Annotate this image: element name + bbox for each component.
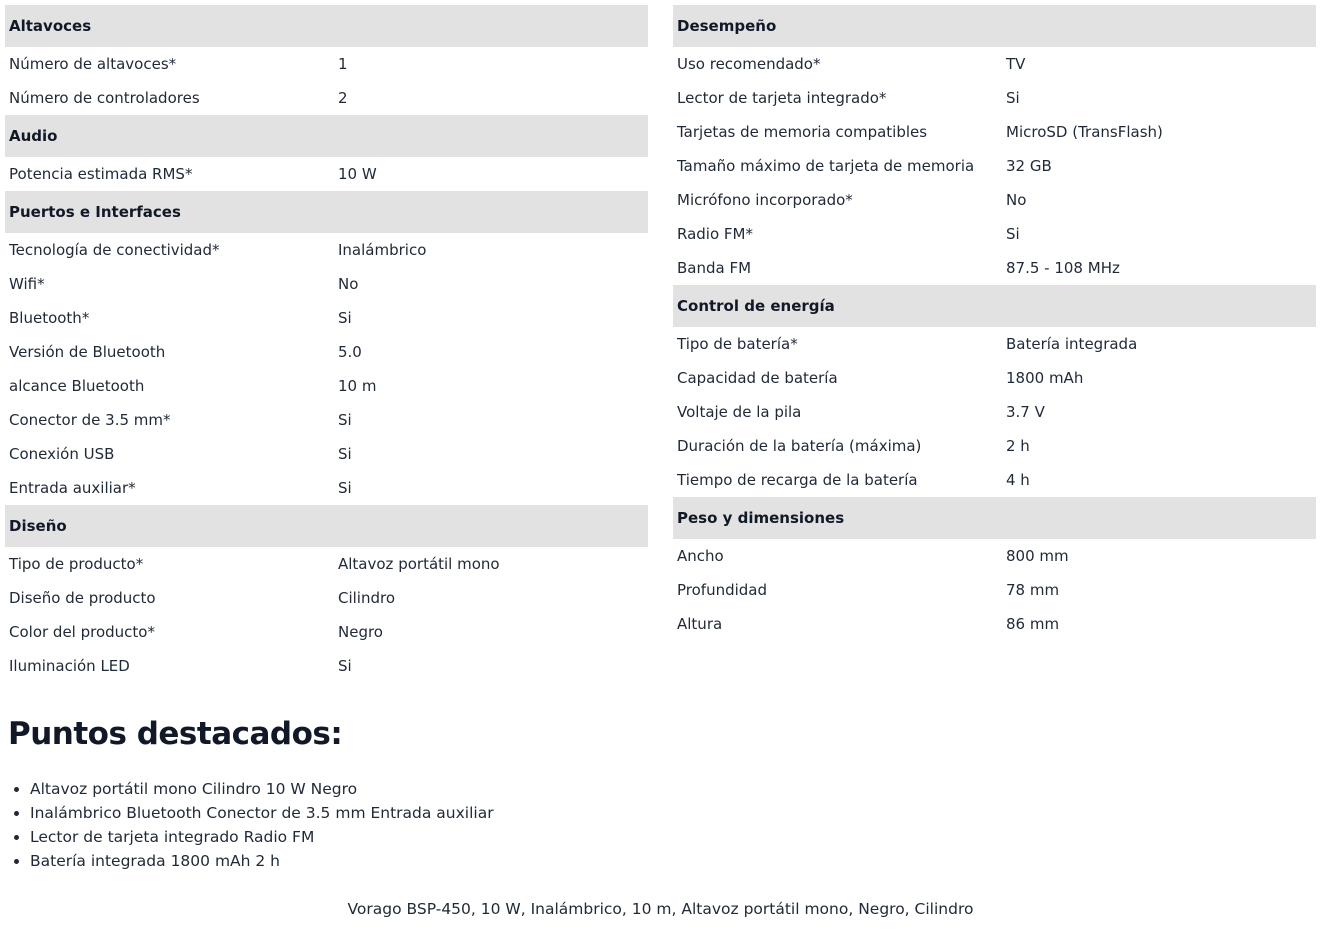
spec-value: Si bbox=[338, 411, 352, 429]
spec-label: Tiempo de recarga de la batería bbox=[677, 471, 918, 489]
spec-label: Wifi* bbox=[9, 275, 45, 293]
spec-label: Micrófono incorporado* bbox=[677, 191, 853, 209]
spec-row bbox=[5, 615, 648, 649]
spec-row bbox=[673, 115, 1316, 149]
spec-label: Iluminación LED bbox=[9, 657, 130, 675]
spec-value: MicroSD (TransFlash) bbox=[1006, 123, 1163, 141]
spec-value: 2 h bbox=[1006, 437, 1030, 455]
section-header: Audio bbox=[5, 115, 648, 157]
spec-label: Conector de 3.5 mm* bbox=[9, 411, 171, 429]
highlight-item: • Altavoz portátil mono Cilindro 10 W Negro bbox=[30, 777, 494, 801]
spec-row bbox=[673, 607, 1316, 641]
spec-value: 1800 mAh bbox=[1006, 369, 1084, 387]
spec-label: Tarjetas de memoria compatibles bbox=[677, 123, 928, 141]
spec-label: Capacidad de batería bbox=[677, 369, 838, 387]
spec-row bbox=[5, 81, 648, 115]
spec-row bbox=[5, 437, 648, 471]
spec-value: No bbox=[338, 275, 359, 293]
spec-row bbox=[673, 183, 1316, 217]
spec-value: 86 mm bbox=[1006, 615, 1060, 633]
spec-row bbox=[5, 267, 648, 301]
spec-value: Si bbox=[338, 479, 352, 497]
spec-label: Versión de Bluetooth bbox=[9, 343, 166, 361]
spec-value: 10 W bbox=[338, 165, 377, 183]
section-header: Puertos e Interfaces bbox=[5, 191, 648, 233]
spec-label: Tipo de producto* bbox=[9, 555, 144, 573]
section-header: Altavoces bbox=[5, 5, 648, 47]
spec-value: Batería integrada bbox=[1006, 335, 1138, 353]
spec-value: Si bbox=[1006, 89, 1020, 107]
spec-label: Bluetooth* bbox=[9, 309, 90, 327]
spec-row bbox=[673, 217, 1316, 251]
spec-value: 2 bbox=[338, 89, 348, 107]
spec-label: Radio FM* bbox=[677, 225, 753, 243]
spec-value: No bbox=[1006, 191, 1027, 209]
highlight-item: • Batería integrada 1800 mAh 2 h bbox=[30, 849, 494, 873]
spec-label: Potencia estimada RMS* bbox=[9, 165, 193, 183]
spec-row bbox=[5, 403, 648, 437]
spec-label: Color del producto* bbox=[9, 623, 155, 641]
spec-value: 3.7 V bbox=[1006, 403, 1045, 421]
spec-row bbox=[673, 327, 1316, 361]
spec-label: Tipo de batería* bbox=[677, 335, 798, 353]
spec-label: Banda FM bbox=[677, 259, 752, 277]
spec-table-left bbox=[5, 5, 648, 683]
spec-label: Altura bbox=[677, 615, 723, 633]
spec-value: 1 bbox=[338, 55, 348, 73]
spec-row bbox=[673, 149, 1316, 183]
spec-label: Número de controladores bbox=[9, 89, 200, 107]
spec-row bbox=[5, 335, 648, 369]
spec-row bbox=[5, 471, 648, 505]
spec-value: 32 GB bbox=[1006, 157, 1052, 175]
spec-row bbox=[5, 47, 648, 81]
spec-row bbox=[673, 47, 1316, 81]
spec-row bbox=[673, 395, 1316, 429]
spec-table-right bbox=[673, 5, 1316, 641]
spec-value: TV bbox=[1006, 55, 1026, 73]
spec-row bbox=[5, 547, 648, 581]
spec-label: Número de altavoces* bbox=[9, 55, 177, 73]
spec-label: alcance Bluetooth bbox=[9, 377, 145, 395]
spec-row bbox=[5, 233, 648, 267]
spec-row bbox=[5, 369, 648, 403]
spec-row bbox=[673, 463, 1316, 497]
spec-label: Profundidad bbox=[677, 581, 768, 599]
spec-label: Conexión USB bbox=[9, 445, 115, 463]
spec-value: Altavoz portátil mono bbox=[338, 555, 500, 573]
spec-value: 78 mm bbox=[1006, 581, 1060, 599]
spec-value: Si bbox=[1006, 225, 1020, 243]
section-header: Control de energía bbox=[673, 285, 1316, 327]
spec-value: Si bbox=[338, 657, 352, 675]
spec-value: 800 mm bbox=[1006, 547, 1069, 565]
section-header: Diseño bbox=[5, 505, 648, 547]
spec-row bbox=[5, 649, 648, 683]
spec-row bbox=[673, 251, 1316, 285]
spec-label: Entrada auxiliar* bbox=[9, 479, 136, 497]
spec-label: Lector de tarjeta integrado* bbox=[677, 89, 887, 107]
spec-value: 5.0 bbox=[338, 343, 362, 361]
spec-row bbox=[673, 573, 1316, 607]
spec-value: Si bbox=[338, 445, 352, 463]
highlights-list bbox=[8, 777, 494, 873]
spec-row bbox=[673, 429, 1316, 463]
spec-value: Inalámbrico bbox=[338, 241, 427, 259]
spec-value: 4 h bbox=[1006, 471, 1030, 489]
spec-row bbox=[5, 581, 648, 615]
spec-value: Si bbox=[338, 309, 352, 327]
spec-label: Uso recomendado* bbox=[677, 55, 821, 73]
spec-row bbox=[5, 157, 648, 191]
highlight-item: • Lector de tarjeta integrado Radio FM bbox=[30, 825, 494, 849]
spec-label: Ancho bbox=[677, 547, 724, 565]
spec-row bbox=[673, 539, 1316, 573]
section-header: Desempeño bbox=[673, 5, 1316, 47]
spec-value: 10 m bbox=[338, 377, 377, 395]
spec-row bbox=[673, 361, 1316, 395]
spec-label: Diseño de producto bbox=[9, 589, 156, 607]
spec-row bbox=[5, 301, 648, 335]
spec-label: Tecnología de conectividad* bbox=[9, 241, 220, 259]
spec-row bbox=[673, 81, 1316, 115]
spec-value: 87.5 - 108 MHz bbox=[1006, 259, 1120, 277]
highlight-item: • Inalámbrico Bluetooth Conector de 3.5 mm Entrada auxiliar bbox=[30, 801, 494, 825]
spec-value: Cilindro bbox=[338, 589, 396, 607]
spec-label: Duración de la batería (máxima) bbox=[677, 437, 922, 455]
spec-label: Voltaje de la pila bbox=[677, 403, 802, 421]
spec-value: Negro bbox=[338, 623, 383, 641]
product-description: Vorago BSP-450, 10 W, Inalámbrico, 10 m, Altavoz portátil mono, Negro, Cilindro bbox=[347, 900, 974, 918]
highlights-title: Puntos destacados: bbox=[8, 716, 343, 752]
section-header: Peso y dimensiones bbox=[673, 497, 1316, 539]
spec-label: Tamaño máximo de tarjeta de memoria bbox=[677, 157, 975, 175]
